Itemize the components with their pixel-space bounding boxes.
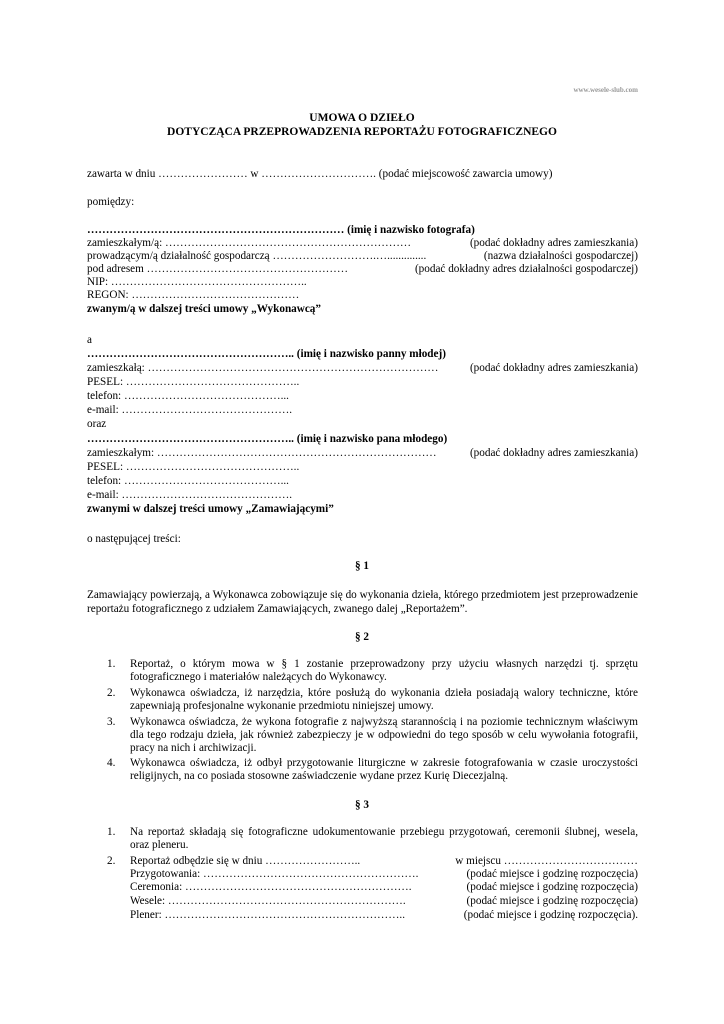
section-1-text: Zamawiający powierzają, a Wykonawca zobowiązuje się do wykonania dzieła, którego przedmiotem jest przeprowadzenie reportażu fotograficznego z udziałem Zamawiających, zwanego dalej „Reportażem”. — [87, 589, 638, 615]
photographer-business-line: prowadzącym/ą działalność gospodarczą ……………………….….............. — [87, 250, 427, 262]
s2-item-2-number: 2. — [107, 687, 116, 699]
groom-phone: telefon: ……………………………………... — [87, 475, 289, 487]
s2-item-4-number: 4. — [107, 757, 116, 769]
s3-row-plener-label: Plener: ……………………………………………………….. — [130, 909, 406, 921]
s2-item-2-text: Wykonawca oświadcza, iż narzędzia, które posłużą do wykonania dzieła posiadają walory techniczne, które zapewniają profesjonalne wykonanie przedmiotu niniejszej umowy. — [130, 687, 638, 712]
s3-row-wedding-label: Wesele: ………………………………………………………. — [130, 895, 406, 907]
section-2-heading: § 2 — [355, 631, 369, 643]
photographer-business-note: (nazwa działalności gospodarczej) — [483, 250, 638, 262]
and-label: a — [87, 334, 92, 346]
title-line-2: DOTYCZĄCA PRZEPROWADZENIA REPORTAŻU FOTOGRAFICZNEGO — [167, 126, 557, 138]
s3-row-ceremony-note: (podać miejsce i godzinę rozpoczęcia) — [466, 881, 638, 893]
s3-row-ceremony-label: Ceremonia: ……………………………………………………. — [130, 881, 412, 893]
bride-email: e-mail: ………………………………………. — [87, 404, 293, 416]
photographer-name-line: …………………………………………………………… (imię i nazwisko fotografa) — [87, 224, 475, 236]
photographer-called: zwanym/ą w dalszej treści umowy „Wykonawcą” — [87, 303, 321, 315]
bride-address-line: zamieszkałą: …………………………………………………………………… — [87, 362, 439, 374]
s3-date-field: Reportaż odbędzie się w dniu …………………….. — [130, 855, 361, 867]
s3-item-2-number: 2. — [107, 855, 116, 867]
between-label: pomiędzy: — [87, 196, 135, 208]
s3-row-preparations — [130, 868, 638, 881]
s3-row-wedding — [130, 895, 638, 908]
groom-address-line: zamieszkałym: ………………………………………………………………… — [87, 447, 437, 459]
s3-row-preparations-note: (podać miejsce i godzinę rozpoczęcia) — [466, 868, 638, 880]
following-label: o następującej treści: — [87, 533, 181, 545]
groom-pesel: PESEL: ……………………………………….. — [87, 461, 300, 473]
s2-item-1-text: Reportaż, o którym mowa w § 1 zostanie przeprowadzony przy użyciu własnych narzędzi tj. sprzętu fotograficznego i materiałów należących do Wykonawcy. — [130, 658, 638, 683]
s3-item-2-line — [130, 855, 638, 868]
s3-place-field: w miejscu ……………………………… — [455, 855, 638, 867]
s2-item-1-number: 1. — [107, 658, 116, 670]
watermark: www.wesele-slub.com — [573, 86, 638, 94]
photographer-regon: REGON: ……………………………………… — [87, 289, 300, 301]
clients-called: zwanymi w dalszej treści umowy „Zamawiającymi” — [87, 503, 334, 515]
photographer-address-note: (podać dokładny adres zamieszkania) — [469, 237, 638, 249]
s3-row-wedding-note: (podać miejsce i godzinę rozpoczęcia) — [466, 895, 638, 907]
photographer-business-address-note: (podać dokładny adres działalności gospodarczej) — [414, 263, 638, 275]
s3-row-plener-note: (podać miejsce i godzinę rozpoczęcia). — [463, 909, 638, 921]
or-label: oraz — [87, 418, 107, 430]
intro-line: zawarta w dniu …………………… w …………………………. (podać miejscowość zawarcia umowy) — [87, 168, 553, 180]
s3-row-ceremony — [130, 881, 638, 894]
s2-item-3-text: Wykonawca oświadcza, że wykona fotografie z najwyższą starannością i na poziomie technicznym właściwym dla tego rodzaju dzieła, jak również zabezpieczy je w odpowiedni do tego sposób w celu wywołania fotografii, pracy na nich i archiwizacji. — [130, 716, 638, 754]
s3-item-1-number: 1. — [107, 826, 116, 838]
s2-item-4-text: Wykonawca oświadcza, iż odbył przygotowanie liturgiczne w zakresie fotografowania w czasie uroczystości religijnych, na co posiada stosowne zaświadczenie wydane przez Kurię Diecezjalną. — [130, 757, 638, 782]
section-3-heading: § 3 — [355, 799, 369, 811]
bride-phone: telefon: ……………………………………... — [87, 390, 289, 402]
photographer-address-line: zamieszkałym/ą: ………………………………………………………… — [87, 237, 412, 249]
s3-row-plener — [130, 909, 638, 922]
s3-row-preparations-label: Przygotowania: …………………………………………………. — [130, 868, 419, 880]
title-line-1: UMOWA O DZIEŁO — [309, 112, 415, 124]
bride-name-line: ……………………………………………….. (imię i nazwisko panny młodej) — [87, 348, 446, 360]
section-1-heading: § 1 — [355, 560, 369, 572]
groom-address-note: (podać dokładny adres zamieszkania) — [469, 447, 638, 459]
groom-email: e-mail: ………………………………………. — [87, 489, 293, 501]
photographer-business-address-line: pod adresem ……………………………………………… — [87, 263, 349, 275]
groom-name-line: ……………………………………………….. (imię i nazwisko pana młodego) — [87, 433, 448, 445]
s2-item-3-number: 3. — [107, 716, 116, 728]
bride-pesel: PESEL: ……………………………………….. — [87, 376, 300, 388]
photographer-nip: NIP: …………………………………………….. — [87, 276, 307, 288]
bride-address-note: (podać dokładny adres zamieszkania) — [469, 362, 638, 374]
s3-item-1-text: Na reportaż składają się fotograficzne udokumentowanie przebiegu przygotowań, ceremonii ślubnej, wesela, oraz pleneru. — [130, 826, 638, 851]
